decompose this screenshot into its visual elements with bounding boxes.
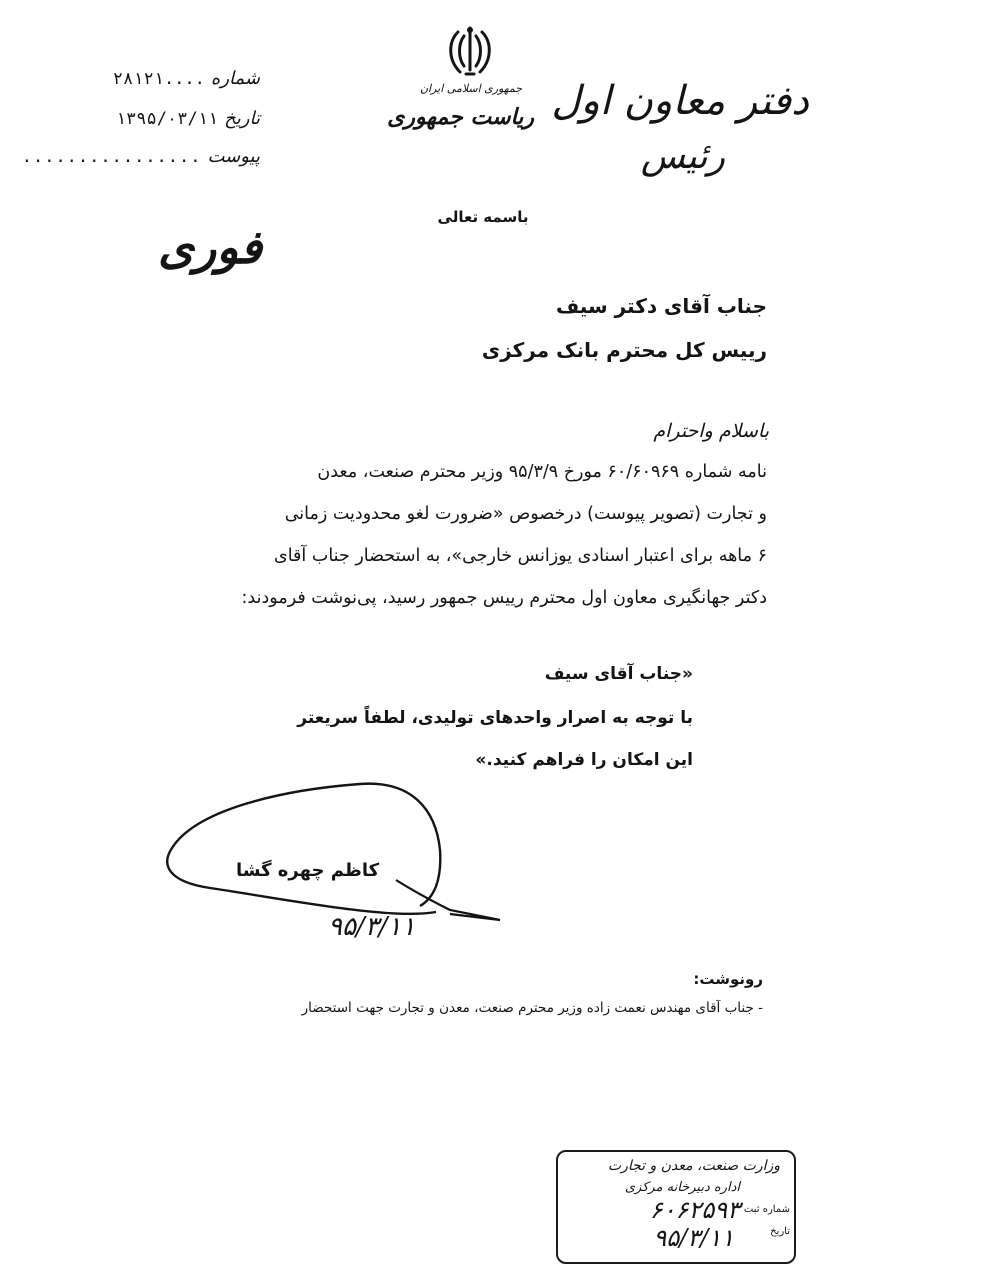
urgent-mark: فوری xyxy=(158,220,262,274)
republic-line: جمهوری اسلامی ایران xyxy=(419,82,523,95)
stamp-date-value: ۹۵/۳/۱۱ xyxy=(653,1224,734,1252)
date-value: ۱۳۹۵/۰۳/۱۱ xyxy=(115,109,219,129)
letter-number-row xyxy=(70,68,260,94)
quote-line: با توجه به اصرار واحدهای تولیدی، لطفاً سریعتر xyxy=(297,708,693,728)
invocation: باسمه تعالی xyxy=(437,208,529,226)
number-label: شماره xyxy=(210,68,260,89)
registration-stamp xyxy=(556,1150,796,1264)
body-line: نامه شماره ۶۰/۶۰۹۶۹ مورخ ۹۵/۳/۹ وزیر محترم صنعت، معدن xyxy=(317,462,767,482)
iran-emblem-icon xyxy=(444,24,496,80)
stamp-number-value: ۶۰۶۲۵۹۳ xyxy=(649,1196,740,1224)
office-title: دفتر معاون اول xyxy=(551,78,809,124)
letter-date-row xyxy=(70,108,260,134)
body-line: و تجارت (تصویر پیوست) درخصوص «ضرورت لغو محدودیت زمانی xyxy=(284,504,767,524)
stamp-ministry: وزارت صنعت، معدن و تجارت xyxy=(607,1158,780,1174)
greeting: باسلام واحترام xyxy=(653,420,769,442)
stamp-number-label: شماره ثبت xyxy=(743,1204,790,1215)
stamp-date-label: تاریخ xyxy=(770,1226,790,1237)
attachment-value: ................ xyxy=(21,147,202,167)
cc-item: - جناب آقای مهندس نعمت زاده وزیر محترم صنعت، معدن و تجارت جهت استحضار xyxy=(301,1000,763,1016)
body-line: ۶ ماهه برای اعتبار اسنادی یوزانس خارجی»، به استحضار جناب آقای xyxy=(274,546,767,566)
stamp-office: اداره دبیرخانه مرکزی xyxy=(624,1180,740,1195)
quote-line: این امکان را فراهم کنید.» xyxy=(475,750,693,770)
signer-name: کاظم چهره گشا xyxy=(236,860,380,881)
date-label: تاریخ xyxy=(224,108,260,129)
cc-title: رونوشت: xyxy=(693,970,763,988)
presidency-title: ریاست جمهوری xyxy=(387,104,534,130)
attachment-row xyxy=(21,146,260,172)
body-line: دکتر جهانگیری معاون اول محترم رییس جمهور رسید، پی‌نوشت فرمودند: xyxy=(241,588,767,608)
attachment-label: پیوست xyxy=(207,146,260,167)
signature-date-note: ۹۵/۳/۱۱ xyxy=(328,912,416,942)
office-subtitle: رئیس xyxy=(640,136,725,177)
number-value: ۲۸۱۲۱.... xyxy=(112,69,205,89)
quote-line: «جناب آقای سیف xyxy=(544,664,693,684)
addressee-title: رییس کل محترم بانک مرکزی xyxy=(481,338,767,362)
addressee-name: جناب آقای دکتر سیف xyxy=(555,294,767,318)
